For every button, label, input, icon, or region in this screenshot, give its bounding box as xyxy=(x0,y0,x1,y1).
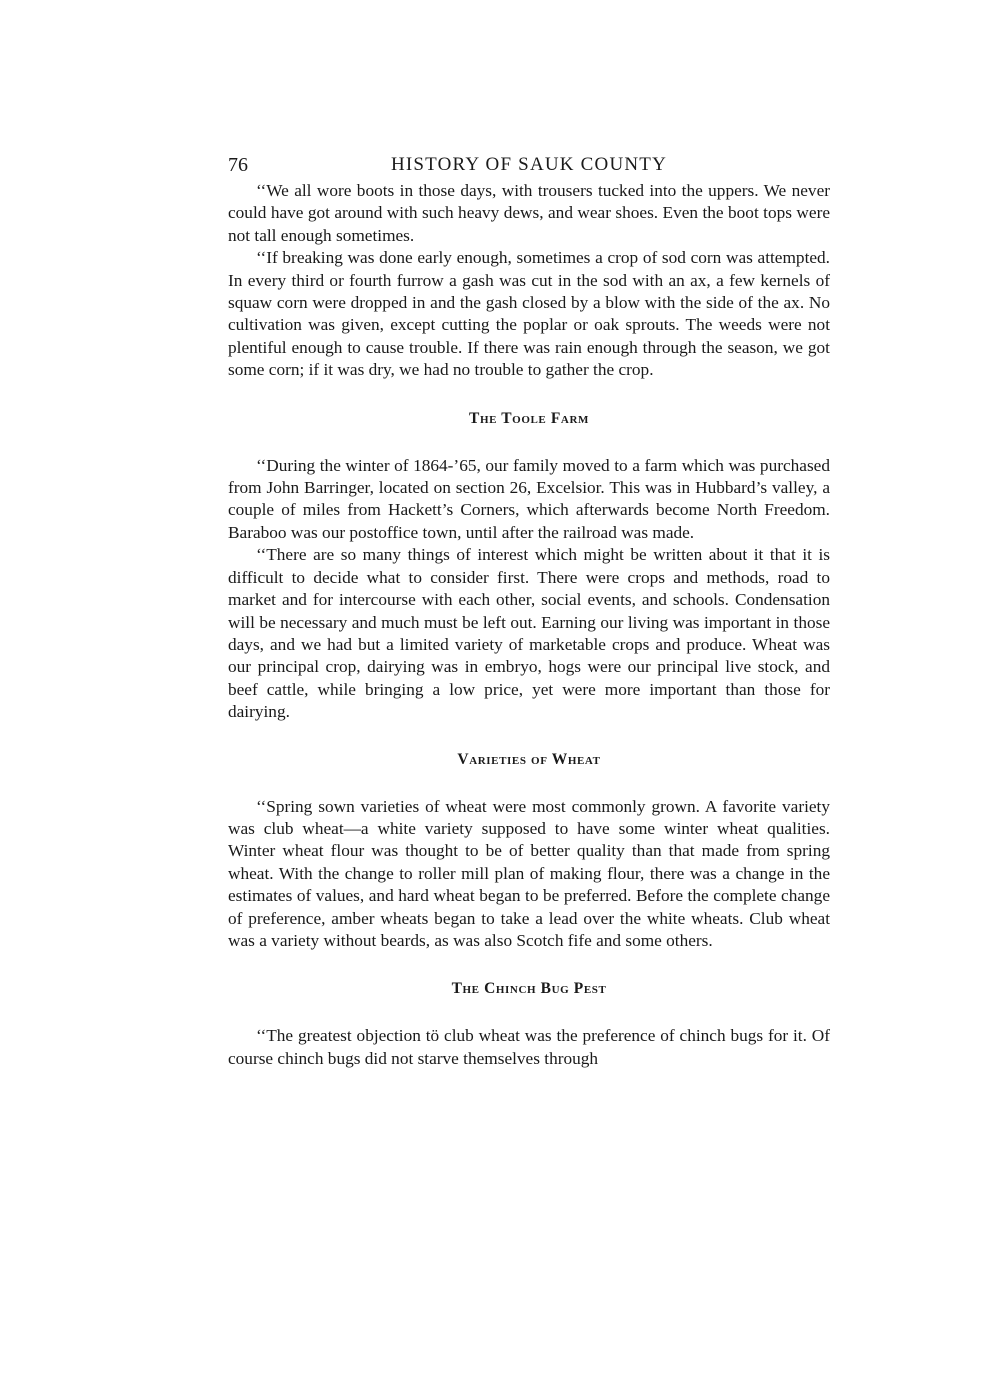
running-title: HISTORY OF SAUK COUNTY xyxy=(390,154,668,175)
section-heading-varieties-of-wheat: Varieties of Wheat xyxy=(457,750,601,768)
section-heading-chinch-bug-pest: The Chinch Bug Pest xyxy=(451,980,607,998)
paragraph-boots: ‘‘We all wore boots in those days, with trousers tucked into the uppers. We never could have got around with such heavy dews, and wear shoes. Even the boot tops were not tall enough sometimes. xyxy=(228,181,830,245)
section-heading-toole-farm: The Toole Farm xyxy=(469,409,589,427)
book-page xyxy=(228,150,830,1070)
paragraph-things-of-interest: ‘‘There are so many things of interest which might be written about it that it is difficult to decide what to consider first. There were crops and methods, road to market and for intercourse with each other, social events, and schools. Condensation will be necessary and much must be left out. Earning our living was important in those days, and we had but a limited variety of marketable crops and produce. Wheat was our principal crop, dairying was in embryo, hogs were our principal live stock, and beef cattle, while bringing a low price, yet were more important than those for dairying. xyxy=(228,545,830,722)
page-number: 76 xyxy=(228,154,248,176)
paragraph-toole-farm: ‘‘During the winter of 1864-’65, our family moved to a farm which was purchased from John Barringer, located on section 26, Excelsior. This was in Hubbard’s valley, a couple of miles from Hackett’s Corners, which afterwards become North Freedom. Baraboo was our postoffice town, until after the railroad was made. xyxy=(228,455,830,542)
running-head xyxy=(228,150,830,180)
paragraph-chinch-bugs: ‘‘The greatest objection tö club wheat was the preference of chinch bugs for it. Of course chinch bugs did not starve themselves through xyxy=(228,1026,830,1068)
paragraph-spring-wheat: ‘‘Spring sown varieties of wheat were most commonly grown. A favorite variety was club wheat—a white variety supposed to have some winter wheat qualities. Winter wheat flour was thought to be of better quality than that made from spring wheat. With the change to roller mill plan of making flour, there was a change in the estimates of values, and hard wheat began to be preferred. Before the complete change of preference, amber wheats began to take a lead over the white wheats. Club wheat was a variety without beards, as was also Scotch fife and some others. xyxy=(228,796,830,950)
paragraph-sod-corn: ‘‘If breaking was done early enough, sometimes a crop of sod corn was attempted. In every third or fourth furrow a gash was cut in the sod with an ax, a few kernels of squaw corn were dropped in and the gash closed by a blow with the side of the ax. No cultivation was given, except cutting the poplar or oak sprouts. The weeds were not plentiful enough to cause trouble. If there was rain enough through the season, we got some corn; if it was dry, we had no trouble to gather the crop. xyxy=(228,248,830,380)
